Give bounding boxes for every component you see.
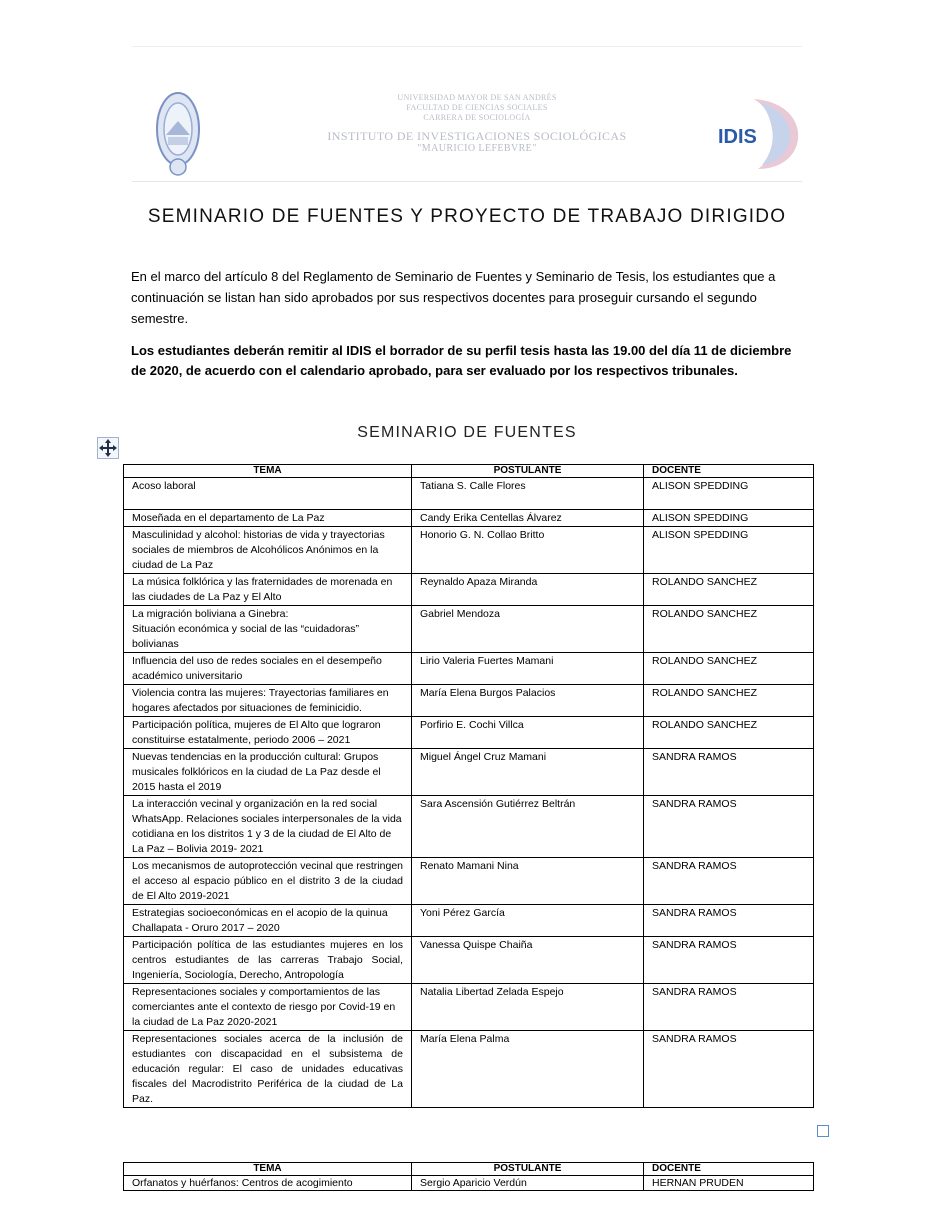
cell-docente: ROLANDO SANCHEZ <box>644 574 814 606</box>
idis-logo-text: IDIS <box>718 126 757 148</box>
university-seal-icon <box>154 85 202 177</box>
table-row <box>124 796 814 858</box>
cell-docente: SANDRA RAMOS <box>644 905 814 937</box>
table-resize-handle[interactable] <box>817 1125 829 1137</box>
cell-postulante: Sergio Aparicio Verdún <box>412 1176 644 1191</box>
header-docente: DOCENTE <box>644 1163 814 1176</box>
deadline-notice: Los estudiantes deberán remitir al IDIS el borrador de su perfil tesis hasta las 19.00 del día 11 de diciembre de 2020, de acuerdo con el calendario aprobado, para ser evaluado por los respectivos tribunales. <box>131 343 792 378</box>
cell-tema: Masculinidad y alcohol: historias de vida y trayectorias sociales de miembros de Alcohólicos Anónimos en la ciudad de La Paz <box>124 527 412 574</box>
cell-postulante: Vanessa Quispe Chaiña <box>412 937 644 984</box>
cell-docente: HERNAN PRUDEN <box>644 1176 814 1191</box>
institute-subname: "MAURICIO LEFEBVRE" <box>417 143 537 154</box>
cell-tema: Participación política de las estudiantes mujeres en los centros estudiantes de las carreras Trabajo Social, Ingeniería, Sociología, Derecho, Antropología <box>124 937 412 984</box>
table-row <box>124 717 814 749</box>
table-row <box>124 937 814 984</box>
cell-postulante: Natalia Libertad Zelada Espejo <box>412 984 644 1031</box>
cell-postulante: Gabriel Mendoza <box>412 606 644 653</box>
cell-postulante: Candy Erika Centellas Álvarez <box>412 510 644 527</box>
cell-docente: ROLANDO SANCHEZ <box>644 717 814 749</box>
intro-paragraph: En el marco del artículo 8 del Reglamento de Seminario de Fuentes y Seminario de Tesis, los estudiantes que a continuación se listan han sido aprobados por sus respectivos docentes para proseguir cursando el segundo semestre. <box>131 269 776 326</box>
cell-postulante: Honorio G. N. Collao Britto <box>412 527 644 574</box>
second-table <box>123 1162 814 1191</box>
header-docente: DOCENTE <box>644 465 814 478</box>
table-header-row <box>124 465 814 478</box>
cell-docente: ALISON SPEDDING <box>644 527 814 574</box>
cell-tema: Influencia del uso de redes sociales en el desempeño académico universitario <box>124 653 412 685</box>
cell-docente: SANDRA RAMOS <box>644 1031 814 1108</box>
table-row <box>124 749 814 796</box>
cell-docente: SANDRA RAMOS <box>644 749 814 796</box>
cell-tema: Nuevas tendencias en la producción cultural: Grupos musicales folklóricos en la ciudad de La Paz desde el 2015 hasta el 2019 <box>124 749 412 796</box>
institution-line-3: CARRERA DE SOCIOLOGÍA <box>423 113 531 122</box>
cell-tema: Violencia contra las mujeres: Trayectorias familiares en hogares afectados por situaciones de feminicidio. <box>124 685 412 717</box>
table-row <box>124 478 814 510</box>
institution-line-2: FACULTAD DE CIENCIAS SOCIALES <box>406 103 548 112</box>
seminar-table <box>123 464 814 1108</box>
cell-postulante: Tatiana S. Calle Flores <box>412 478 644 510</box>
table-row <box>124 1031 814 1108</box>
cell-postulante: Reynaldo Apaza Miranda <box>412 574 644 606</box>
table-row <box>124 905 814 937</box>
cell-tema: Participación política, mujeres de El Alto que lograron constituirse estatalmente, periodo 2006 – 2021 <box>124 717 412 749</box>
cell-postulante: Lirio Valeria Fuertes Mamani <box>412 653 644 685</box>
cell-postulante: María Elena Palma <box>412 1031 644 1108</box>
cell-docente: ROLANDO SANCHEZ <box>644 606 814 653</box>
header-tema: TEMA <box>124 1163 412 1176</box>
cell-postulante: Sara Ascensión Gutiérrez Beltrán <box>412 796 644 858</box>
table-header-row <box>124 1163 814 1176</box>
cell-docente: ROLANDO SANCHEZ <box>644 685 814 717</box>
cell-postulante: Renato Mamani Nina <box>412 858 644 905</box>
cell-tema: La interacción vecinal y organización en la red social WhatsApp. Relaciones sociales interpersonales de la vida cotidiana en los distritos 1 y 3 de la ciudad de El Alto de La Paz – Bolivia 2019- 2021 <box>124 796 412 858</box>
cell-tema: Los mecanismos de autoprotección vecinal que restringen el acceso al espacio público en el distrito 3 de la ciudad de El Alto 2019-2021 <box>124 858 412 905</box>
table-row <box>124 527 814 574</box>
institute-name: INSTITUTO DE INVESTIGACIONES SOCIOLÓGICAS <box>327 129 627 143</box>
table-row <box>124 574 814 606</box>
table-row <box>124 510 814 527</box>
cell-tema: Orfanatos y huérfanos: Centros de acogimiento <box>124 1176 412 1191</box>
cell-docente: SANDRA RAMOS <box>644 796 814 858</box>
idis-logo-icon <box>714 95 802 171</box>
document-title: SEMINARIO DE FUENTES Y PROYECTO DE TRABAJO DIRIGIDO <box>147 206 787 227</box>
cell-docente: ALISON SPEDDING <box>644 510 814 527</box>
cell-docente: ROLANDO SANCHEZ <box>644 653 814 685</box>
cell-postulante: María Elena Burgos Palacios <box>412 685 644 717</box>
cell-tema: Acoso laboral <box>124 478 412 510</box>
table-row <box>124 685 814 717</box>
cell-tema: Estrategias socioeconómicas en el acopio de la quinua Challapata - Oruro 2017 – 2020 <box>124 905 412 937</box>
header-postulante: POSTULANTE <box>412 465 644 478</box>
cell-docente: SANDRA RAMOS <box>644 858 814 905</box>
institution-line-1: UNIVERSIDAD MAYOR DE SAN ANDRÉS <box>397 93 557 102</box>
cell-postulante: Porfirio E. Cochi Villca <box>412 717 644 749</box>
cell-docente: SANDRA RAMOS <box>644 937 814 984</box>
table-row <box>124 606 814 653</box>
table-move-handle[interactable] <box>97 437 119 459</box>
cell-tema: Moseñada en el departamento de La Paz <box>124 510 412 527</box>
cell-tema: La migración boliviana a Ginebra: Situación económica y social de las “cuidadoras” bolivianas <box>124 606 412 653</box>
cell-docente: SANDRA RAMOS <box>644 984 814 1031</box>
institution-block <box>312 93 642 155</box>
header-postulante: POSTULANTE <box>412 1163 644 1176</box>
header-tema: TEMA <box>124 465 412 478</box>
cell-tema: Representaciones sociales y comportamientos de las comerciantes ante el contexto de riesgo por Covid-19 en la ciudad de La Paz 2020-2021 <box>124 984 412 1031</box>
cell-docente: ALISON SPEDDING <box>644 478 814 510</box>
table-row <box>124 1176 814 1191</box>
move-arrows-icon <box>98 438 118 458</box>
table-row <box>124 653 814 685</box>
cell-tema: Representaciones sociales acerca de la inclusión de estudiantes con discapacidad en el subsistema de educación regular: El caso de unidades educativas fiscales del Macrodistrito Periférica de la ciudad de La Paz. <box>124 1031 412 1108</box>
section-title: SEMINARIO DE FUENTES <box>357 424 577 441</box>
cell-tema: La música folklórica y las fraternidades de morenada en las ciudades de La Paz y El Alto <box>124 574 412 606</box>
cell-postulante: Yoni Pérez García <box>412 905 644 937</box>
table-row <box>124 984 814 1031</box>
table-row <box>124 858 814 905</box>
letterhead <box>132 46 802 182</box>
cell-postulante: Miguel Ángel Cruz Mamani <box>412 749 644 796</box>
